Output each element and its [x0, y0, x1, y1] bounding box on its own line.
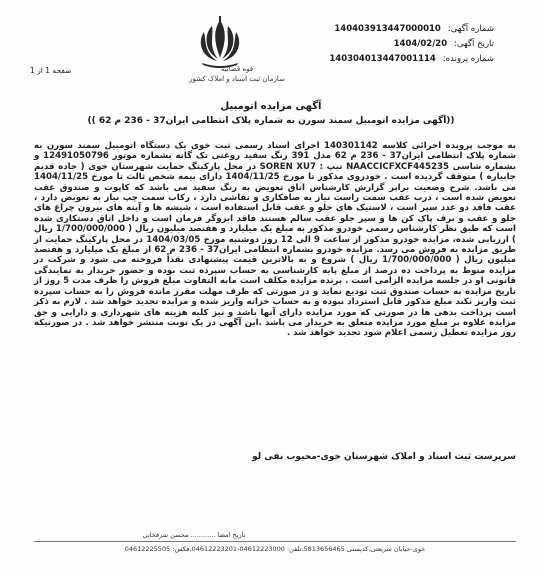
notice-subtitle: ((آگهی مزایده اتومبیل سمند سورن به شماره پلاک انتظامی ایران37 - 236 م 62 )): [87, 116, 455, 126]
org-name-line1: قوه قضائیه: [220, 65, 254, 73]
notice-number-label: شماره آگهی:: [447, 24, 494, 34]
org-name-line2: سازمان ثبت اسناد و املاک کشور: [189, 75, 285, 83]
notice-date-row: [329, 37, 494, 52]
file-number-row: [329, 52, 494, 67]
notice-number: 140403913447000010: [334, 24, 441, 34]
notice-date-label: تاریخ آگهی:: [454, 39, 494, 49]
org-name: [182, 64, 292, 84]
signature-line: سرپرست ثبت اسناد و املاک شهرستان خوی-محبوب نقی لو: [252, 452, 516, 462]
notice-number-row: [329, 22, 494, 37]
notice-body: [34, 141, 516, 339]
notice-title: آگهی مزایده اتومبیل: [220, 101, 322, 112]
notice-date: 1404/02/20: [393, 39, 448, 49]
footer-address: خوی-خیابان شریعتی،کدپستی 5813656465،تلفن: 04612223000-04612223201،فکس: 04612225505: [124, 545, 426, 553]
file-number: 140304013447001114: [329, 54, 436, 64]
file-number-label: شماره پرونده:: [442, 54, 494, 64]
footer-signer: تاریخ امضا ............ محسن شرفخانی: [142, 531, 246, 539]
footer-divider: [34, 541, 516, 542]
notice-body-paragraph: به موجب پرونده اجرائی کلاسه 140301142 اجرای اسناد رسمی ثبت خوی یک دستگاه اتومبیل سمند سورن به شماره پلاک انتظامی ایران37 - 236 م 62 مدل 391 رنگ سفید روغنی تک گانه بشماره موتور 12491050796 و بشماره شاسی NAACCICFXCF445235 تیپ : SOREN XU7 در محل پارکینگ حمایت شهرستان خوی ( جاده قدیم جابیاره ) متوقف گردیده است . خودروی مذکور تا مورخ 1404/11/25 دارای بیمه شخص ثالث تا مورخ 1404/11/25 می باشد. شرح وضعیت برابر گزارش کارشناس اتاق تعویض به رنگ سفید می باشد که کاپوت و صندوق عقب تعویض شده است ، درب عقب سمت راست نیاز به صافکاری و نقاشی دارد ، رکاب سمت چپ نیاز به تعویض دارد ، عقب فاقد دو عدد سپر است ، لاستیک های جلو و عقب قابل استفاده است ، شیشه ها و آینه های بیرون چراغ های جلو و عقب و برف پاک کن ها و سپر جلو عقب سالم هستند فاقد ابزوگر فرمان است و داخل اتاق دستکاری شده است که طبق نظر کارشناس رسمی خودرو مذکور به مبلغ یک میلیارد و هفتصد میلیون ریال ( 1/700/000/000 ریال ) ارزیابی شده، مزایده خودرو مذکور از ساعت 9 الی 12 روز دوشنبه مورخ 1404/03/05 در محل پارکینگ حمایت از طریق مزایده به فروش می رسد. مزایده خودرو بشماره انتظامی ایران37 - 236 م 62 از مبلغ یک میلیارد و هفتصد میلیون ریال ( 1/700/000/000 ریال ) شروع و به بالاترین قیمت پیشنهادی نقداً فروخته می شود و شرکت در مزایده منوط به پرداخت ده درصد از مبلغ پایه کارشناسی به حساب سپرده ثبت بوده و حضور خریدار به نمایندگی قانونی او در جلسه مزایده الزامی است . برنده مزایده مکلف است مابه التفاوت مبلغ فروش را ظرف مدت 5 روز از تاریخ مزایده به حساب صندوق ثبت تودیع نماید و در صورتی که ظرف مهلت مقرر مانده فروش را به حساب سپرده ثبت واریز نکند مبلغ مذکور قابل استرداد نبوده و به حساب خزانه واریز شده و مزایده تجدید خواهد شد . لازم به ذکر است پرداخت بدهی ها در صورتی که مورد مزایده دارای آنها باشد و نیز کلیه هزینه های شهرداری و دارایی و حق مزایده علاوه بر مبلغ مورد مزایده متعلق به خریدار می باشد .این آگهی در یک نوبت منتشر خواهد شد . در صورتیکه روز مزایده تعطیل رسمی اعلام شود تجدید خواهد شد .: [34, 141, 516, 339]
notice-meta: [329, 22, 494, 67]
page-number: صفحه 1 از 1: [30, 66, 72, 75]
